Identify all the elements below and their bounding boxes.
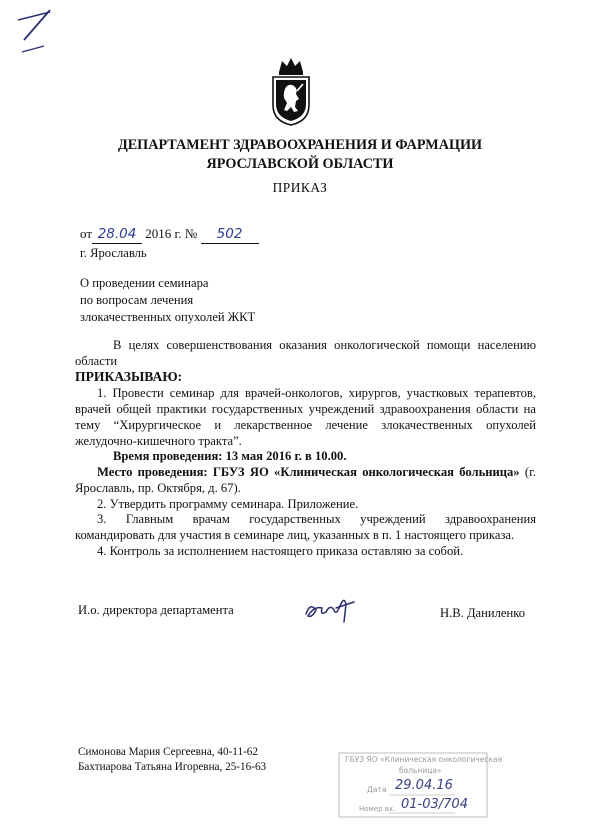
seminar-place [75,465,536,496]
contact-persons [78,745,266,775]
seminar-place-address: (г. Ярославль, пр. Октября, д. 67). [75,465,536,495]
order-date-handwritten: 28.04 [92,226,142,244]
order-year-label: 2016 г. № [145,226,198,241]
command-heading: ПРИКАЗЫВАЮ: [75,369,183,385]
signatory-name: Н.В. Даниленко [440,606,525,620]
registration-stamp [337,750,517,820]
order-number-handwritten: 502 [201,226,259,244]
department-name-line1: ДЕПАРТАМЕНТ ЗДРАВООХРАНЕНИЯ И ФАРМАЦИИ [117,137,483,153]
order-body [75,338,536,560]
stamp-date-label: Дата [367,785,387,794]
department-name [60,136,540,173]
order-subject [80,275,255,326]
subject-line: О проведении семинара [80,276,209,290]
stamp-number-handwritten: 01-03/704 [401,797,468,812]
seminar-time: Время проведения: 13 мая 2016 г. в 10.00. [113,449,347,464]
subject-line: злокачественных опухолей ЖКТ [80,309,256,324]
signatory-position: И.о. директора департамента [78,603,234,617]
stamp-number-label: Номер вх. [359,805,396,813]
stamp-organization-line2: больница» [399,766,442,775]
order-from-label: от [80,226,93,241]
contact-line: Симонова Мария Сергеевна, 40-11-62 [78,746,258,758]
item-3-paragraph: 3. Главным врачам государственных учреждений здравоохранения командировать для участия в семинаре лиц, указанных в п. 1 настоящего приказа. [75,512,536,543]
order-date-number-line [80,226,259,244]
seminar-place-name: Место проведения: ГБУЗ ЯО «Клиническая онкологическая больница» [97,465,520,480]
preamble-paragraph: В целях совершенствования оказания онкологической помощи населению области [75,338,536,368]
document-title: ПРИКАЗ [272,180,328,195]
order-city: г. Ярославль [80,246,147,260]
item-1-paragraph: 1. Провести семинар для врачей-онкологов, хирургов, участковых терапевтов, врачей общей практики государственных учреждений здравоохранения области на тему “Хирургическое и лекарственное лечение злокачественных опухолей желудочно-кишечного тракта”. [75,386,536,448]
stamp-date-handwritten: 29.04.16 [395,778,453,793]
subject-line: по вопросам лечения [80,292,194,307]
handwritten-corner-mark [10,6,56,58]
yaroslavl-coat-of-arms-icon [270,55,312,127]
handwritten-signature [300,588,360,628]
stamp-organization: ГБУЗ ЯО «Клиническая онкологическая [345,755,503,764]
item-4-paragraph: 4. Контроль за исполнением настоящего приказа оставляю за собой. [97,543,464,558]
contact-line: Бахтиарова Татьяна Игоревна, 25-16-63 [78,760,267,773]
item-2-paragraph: 2. Утвердить программу семинара. Приложение. [97,496,359,511]
department-name-line2: ЯРОСЛАВСКОЙ ОБЛАСТИ [206,155,394,172]
